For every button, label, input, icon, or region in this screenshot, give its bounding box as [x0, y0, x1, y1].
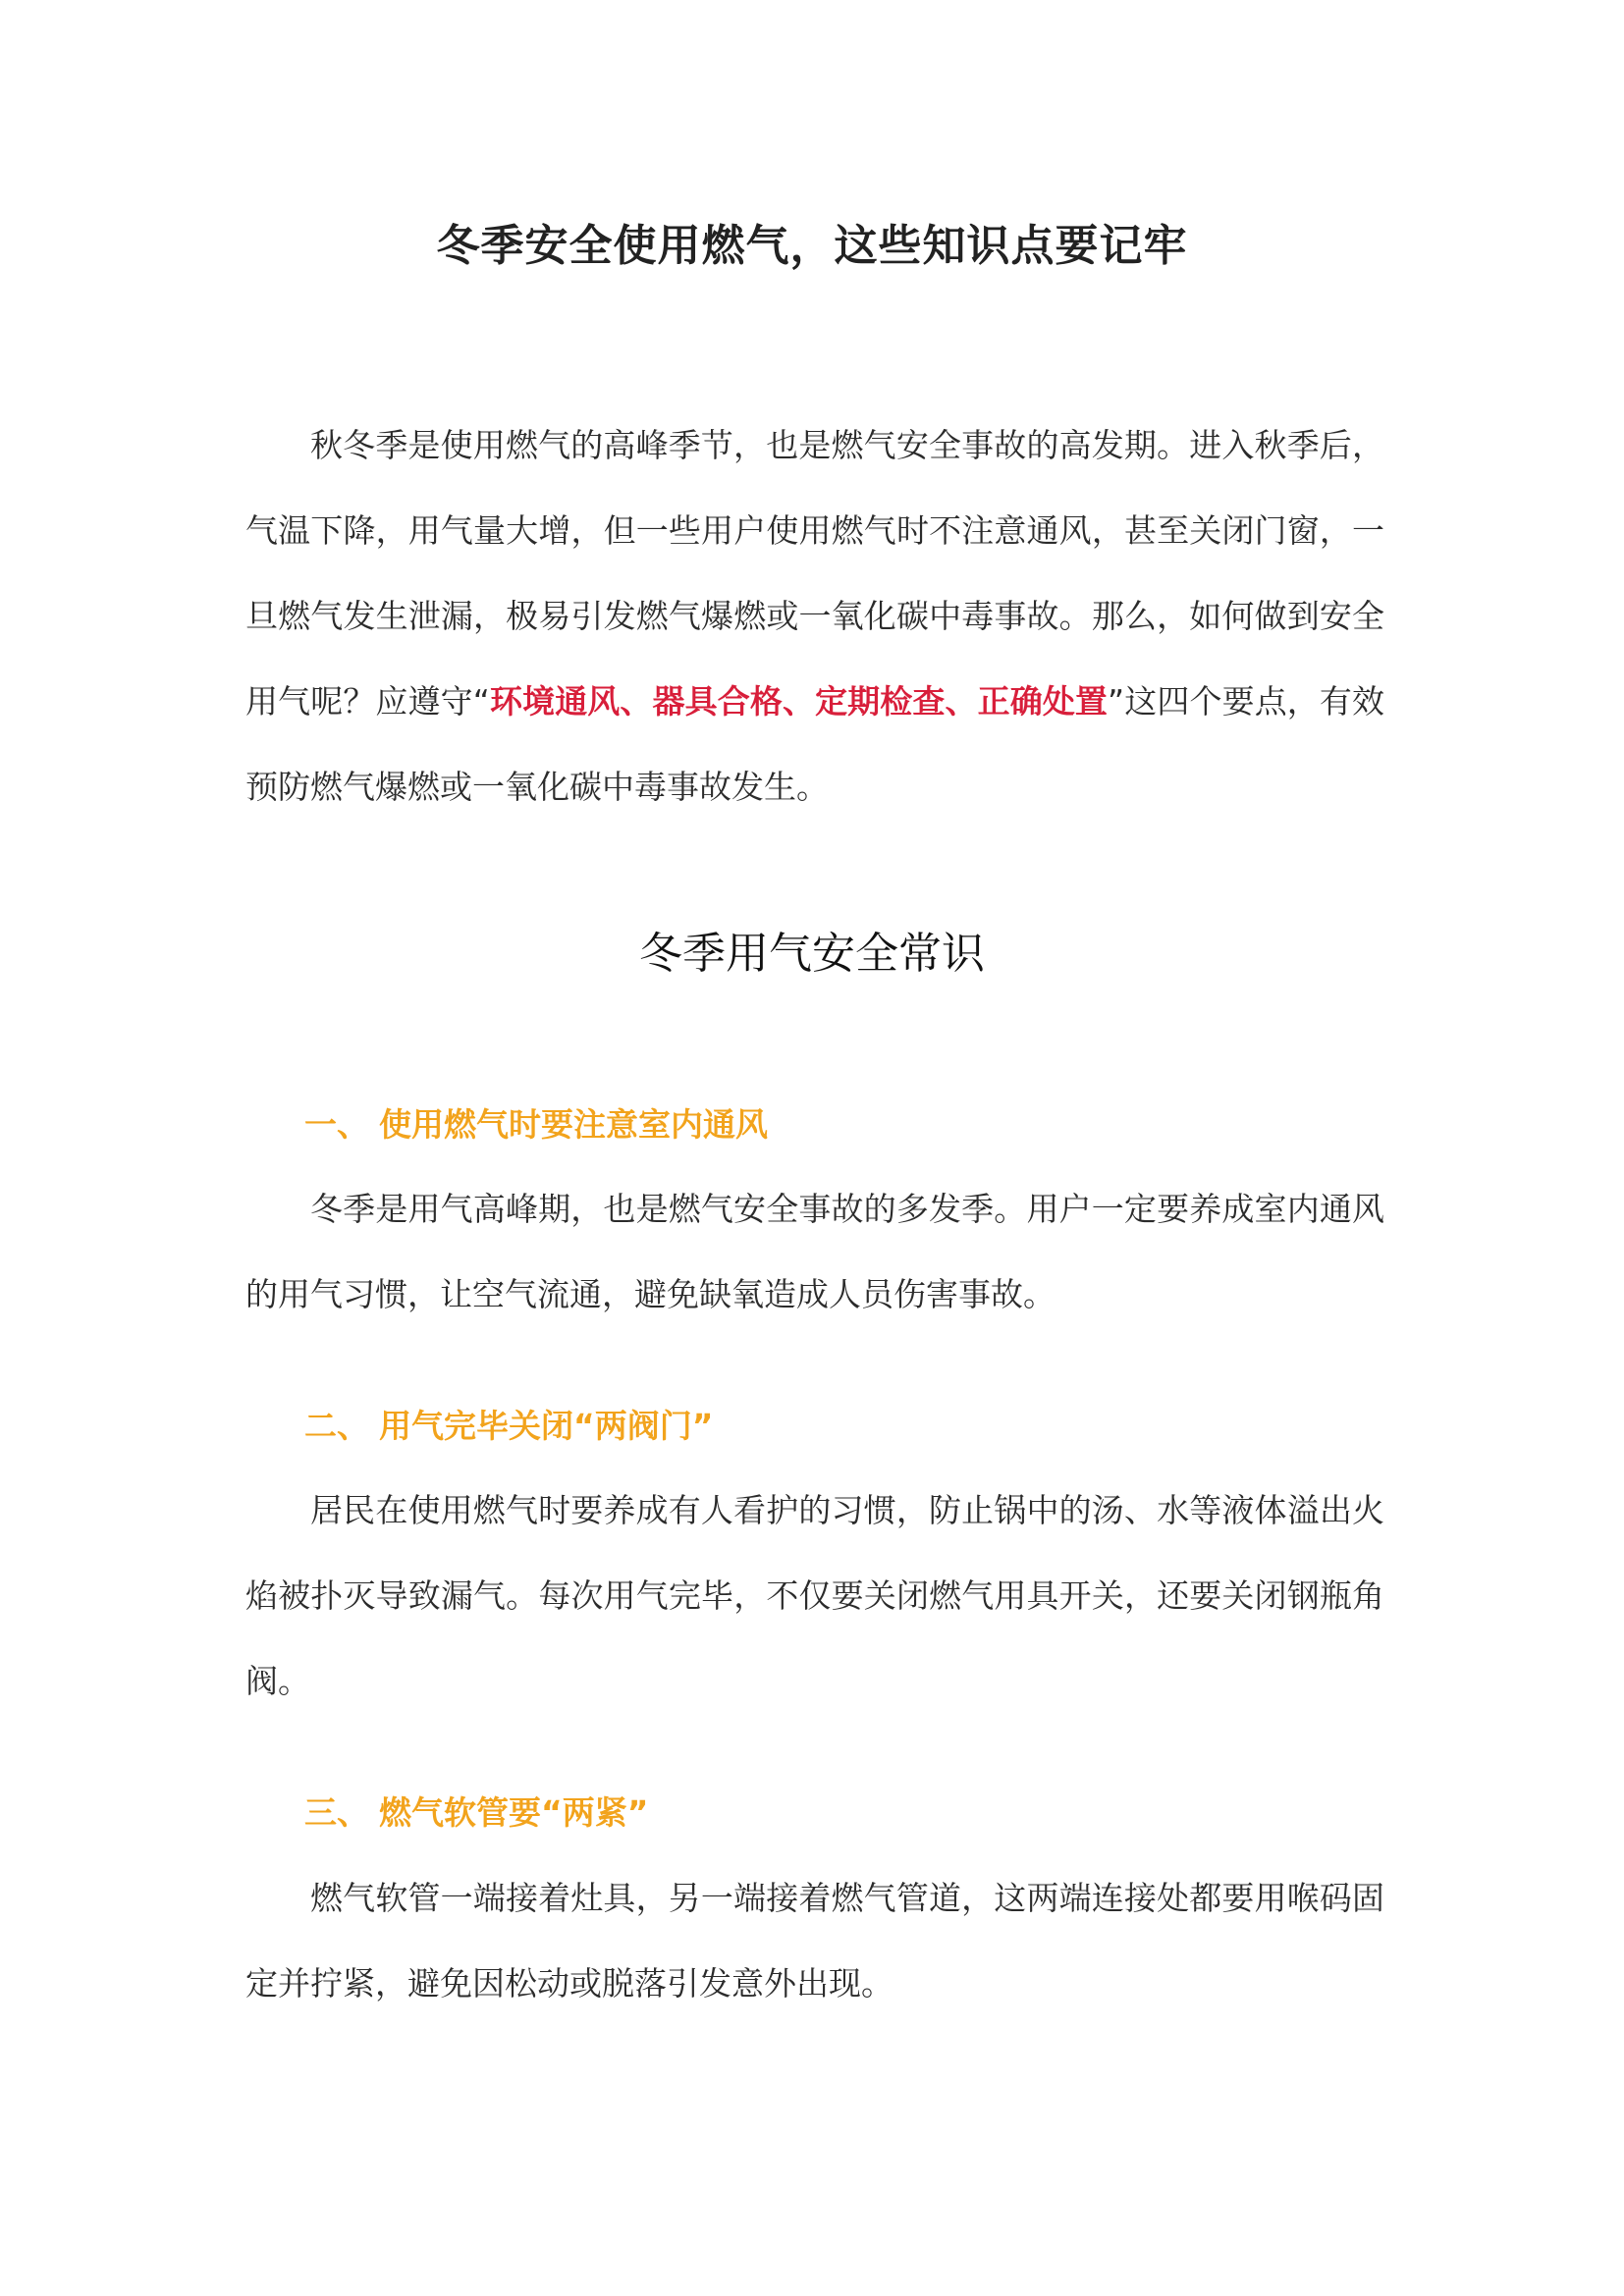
section-1-body: 冬季是用气高峰期，也是燃气安全事故的多发季。用户一定要养成室内通风的用气习惯，让空气流通，避免缺氧造成人员伤害事故。 [245, 1190, 1384, 1313]
intro-close-quote: ” [1108, 682, 1125, 721]
section-3-number: 三、 [304, 1793, 369, 1832]
intro-highlight: 环境通风、器具合格、定期检查、正确处置 [489, 682, 1109, 721]
section-1-heading [304, 1100, 768, 1149]
intro-paragraph [245, 402, 1384, 829]
section-2-heading-text: 用气完毕关闭“两阀门” [379, 1407, 714, 1445]
section-title: 冬季用气安全常识 [639, 929, 985, 979]
section-1-heading-text: 使用燃气时要注意室内通风 [379, 1105, 768, 1144]
section-2-body: 居民在使用燃气时要养成有人看护的习惯，防止锅中的汤、水等液体溢出火焰被扑灭导致漏气。每次用气完毕，不仅要关闭燃气用具开关，还要关闭钢瓶角阀。 [245, 1491, 1384, 1700]
intro-open-quote: “ [472, 682, 490, 721]
section-2-number: 二、 [304, 1407, 369, 1445]
intro-text-before: 秋冬季是使用燃气的高峰季节，也是燃气安全事故的高发期。进入秋季后，气温下降，用气量大增，但一些用户使用燃气时不注意通风，甚至关闭门窗，一旦燃气发生泄漏，极易引发燃气爆燃或一氧化碳中毒事故。那么，如何做到安全用气呢？应遵守 [245, 426, 1384, 721]
page-title: 冬季安全使用燃气，这些知识点要记牢 [436, 221, 1188, 271]
section-3-heading [304, 1789, 648, 1838]
section-3-body: 燃气软管一端接着灶具，另一端接着燃气管道，这两端连接处都要用喉码固定并拧紧，避免因松动或脱落引发意外出现。 [245, 1879, 1384, 2002]
intro-text-after: 这四个要点，有效预防燃气爆燃或一氧化碳中毒事故发生。 [245, 682, 1385, 806]
section-2-heading [304, 1402, 713, 1451]
section-1-number: 一、 [304, 1105, 369, 1144]
section-3-heading-text: 燃气软管要“两紧” [379, 1793, 649, 1832]
